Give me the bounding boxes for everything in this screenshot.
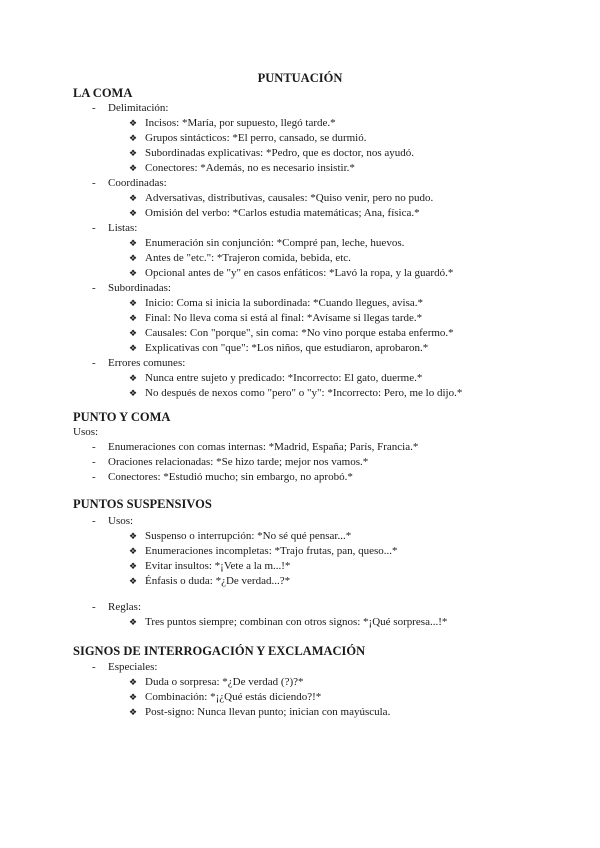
diamond-bullet-icon: ❖ — [129, 133, 138, 143]
diamond-bullet-icon: ❖ — [129, 692, 138, 702]
diamond-bullet-icon: ❖ — [129, 118, 138, 128]
page-title: PUNTUACIÓN — [257, 71, 343, 85]
dash-bullet: - — [92, 222, 96, 234]
diamond-bullet-icon: ❖ — [129, 328, 138, 338]
dash-bullet: - — [92, 282, 96, 294]
list-item: Énfasis o duda: *¿De verdad...?* — [145, 575, 291, 587]
list-item: Grupos sintácticos: *El perro, cansado, se durmió. — [145, 132, 367, 144]
diamond-bullet-icon: ❖ — [129, 253, 138, 263]
dash-bullet: - — [92, 456, 96, 468]
diamond-bullet-icon: ❖ — [129, 373, 138, 383]
diamond-bullet-icon: ❖ — [129, 148, 138, 158]
subsection-label: Especiales: — [108, 661, 158, 673]
list-item: Suspenso o interrupción: *No sé qué pensar...* — [145, 530, 352, 542]
list-item: Antes de "etc.": *Trajeron comida, bebida, etc. — [145, 252, 351, 264]
subsection-label: Listas: — [108, 222, 138, 234]
list-item: Adversativas, distributivas, causales: *Quiso venir, pero no pudo. — [145, 192, 434, 204]
list-item: Conectores: *Además, no es necesario insistir.* — [145, 162, 355, 174]
list-item: Post-signo: Nunca llevan punto; inician con mayúscula. — [145, 706, 391, 718]
diamond-bullet-icon: ❖ — [129, 707, 138, 717]
diamond-bullet-icon: ❖ — [129, 677, 138, 687]
section-heading-coma: LA COMA — [73, 86, 133, 100]
dash-bullet: - — [92, 601, 96, 613]
section-intro: Usos: — [73, 426, 99, 438]
list-item: Oraciones relacionadas: *Se hizo tarde; mejor nos vamos.* — [108, 456, 369, 468]
list-item: Conectores: *Estudió mucho; sin embargo, no aprobó.* — [108, 471, 353, 483]
list-item: Nunca entre sujeto y predicado: *Incorrecto: El gato, duerme.* — [145, 372, 423, 384]
diamond-bullet-icon: ❖ — [129, 313, 138, 323]
subsection-label: Coordinadas: — [108, 177, 167, 189]
diamond-bullet-icon: ❖ — [129, 208, 138, 218]
subsection-label: Errores comunes: — [108, 357, 186, 369]
dash-bullet: - — [92, 661, 96, 673]
diamond-bullet-icon: ❖ — [129, 298, 138, 308]
dash-bullet: - — [92, 471, 96, 483]
diamond-bullet-icon: ❖ — [129, 388, 138, 398]
list-item: Opcional antes de "y" en casos enfáticos: *Lavó la ropa, y la guardó.* — [145, 267, 454, 279]
diamond-bullet-icon: ❖ — [129, 617, 138, 627]
list-item: Enumeración sin conjunción: *Compré pan, leche, huevos. — [145, 237, 405, 249]
diamond-bullet-icon: ❖ — [129, 561, 138, 571]
subsection-label: Reglas: — [108, 601, 141, 613]
list-item: Evitar insultos: *¡Vete a la m...!* — [145, 560, 291, 572]
list-item: Explicativas con "que": *Los niños, que estudiaron, aprobaron.* — [145, 342, 429, 354]
diamond-bullet-icon: ❖ — [129, 193, 138, 203]
diamond-bullet-icon: ❖ — [129, 546, 138, 556]
subsection-label: Subordinadas: — [108, 282, 171, 294]
dash-bullet: - — [92, 357, 96, 369]
section-heading-signos: SIGNOS DE INTERROGACIÓN Y EXCLAMACIÓN — [73, 644, 366, 658]
list-item: Enumeraciones con comas internas: *Madrid, España; París, Francia.* — [108, 441, 419, 453]
subsection-label: Delimitación: — [108, 102, 169, 114]
list-item: Duda o sorpresa: *¿De verdad (?)?* — [145, 676, 304, 688]
list-item: Combinación: *¡¿Qué estás diciendo?!* — [145, 691, 322, 703]
dash-bullet: - — [92, 441, 96, 453]
dash-bullet: - — [92, 102, 96, 114]
subsection-label: Usos: — [108, 515, 134, 527]
list-item: Final: No lleva coma si está al final: *Avísame si llegas tarde.* — [145, 312, 423, 324]
dash-bullet: - — [92, 515, 96, 527]
diamond-bullet-icon: ❖ — [129, 163, 138, 173]
list-item: Omisión del verbo: *Carlos estudia matemáticas; Ana, física.* — [145, 207, 420, 219]
diamond-bullet-icon: ❖ — [129, 531, 138, 541]
dash-bullet: - — [92, 177, 96, 189]
diamond-bullet-icon: ❖ — [129, 576, 138, 586]
list-item: Subordinadas explicativas: *Pedro, que es doctor, nos ayudó. — [145, 147, 415, 159]
list-item: Incisos: *María, por supuesto, llegó tarde.* — [145, 117, 336, 129]
list-item: Tres puntos siempre; combinan con otros signos: *¡Qué sorpresa...!* — [145, 616, 448, 628]
section-heading-puntos-suspensivos: PUNTOS SUSPENSIVOS — [73, 497, 212, 511]
list-item: Causales: Con "porque", sin coma: *No vino porque estaba enfermo.* — [145, 327, 454, 339]
list-item: Enumeraciones incompletas: *Trajo frutas, pan, queso...* — [145, 545, 398, 557]
diamond-bullet-icon: ❖ — [129, 238, 138, 248]
diamond-bullet-icon: ❖ — [129, 268, 138, 278]
diamond-bullet-icon: ❖ — [129, 343, 138, 353]
section-heading-punto-y-coma: PUNTO Y COMA — [73, 410, 171, 424]
list-item: No después de nexos como "pero" o "y": *Incorrecto: Pero, me lo dijo.* — [145, 387, 463, 399]
list-item: Inicio: Coma si inicia la subordinada: *Cuando llegues, avisa.* — [145, 297, 423, 309]
